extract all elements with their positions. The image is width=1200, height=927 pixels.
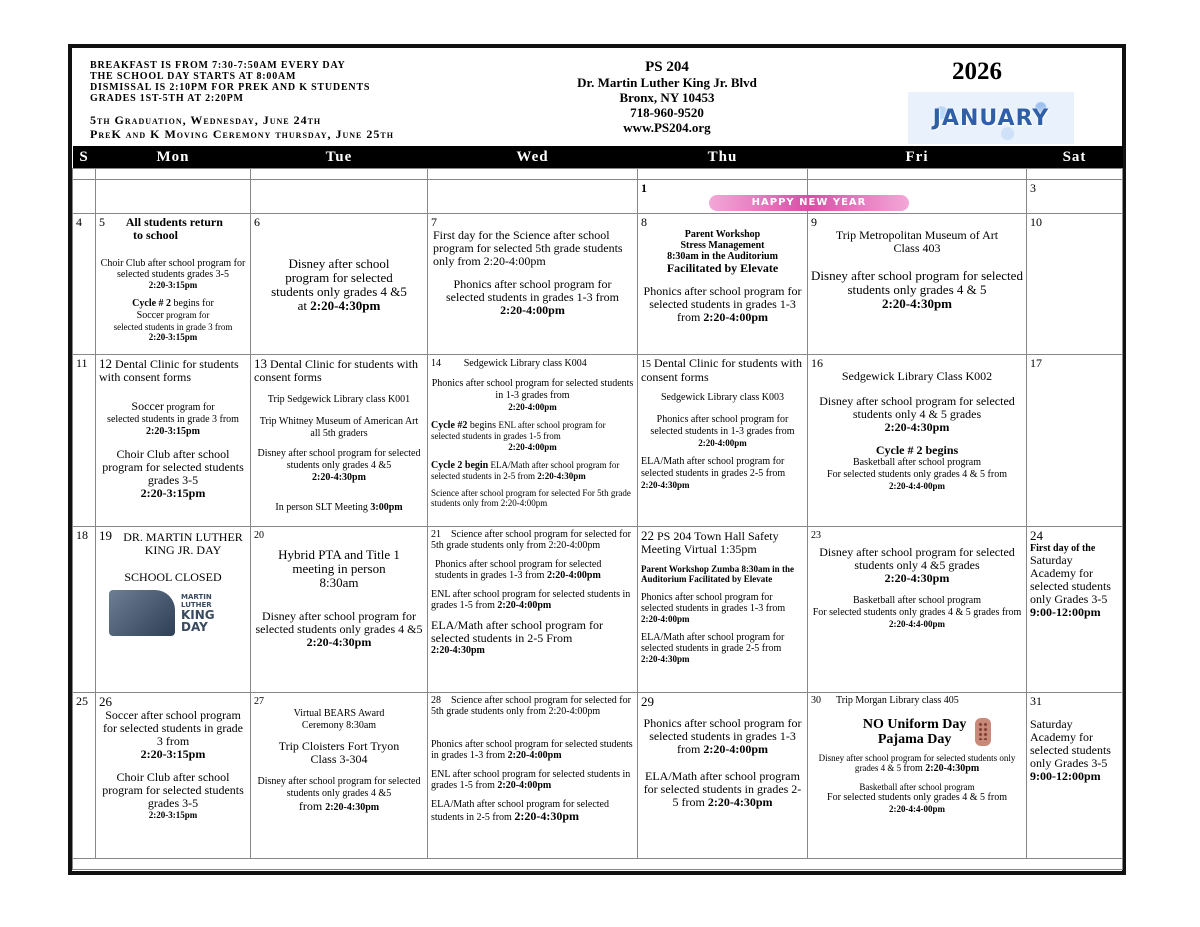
day-cell-8: 8 Parent Workshop Stress Management 8:30am in the Auditorium Facilitated by Elevate Phonics after school program for selected students in grades 1-3 from 2:20-4:00pm <box>638 214 808 355</box>
blank-row <box>73 859 1123 870</box>
notice-breakfast: BREAKFAST IS FROM 7:30-7:50AM EVERY DAY <box>90 60 346 71</box>
day-cell-20: 20 Hybrid PTA and Title 1 meeting in person 8:30am Disney after school program for selected students only grades 4 &5 2:20-4:30pm <box>251 527 428 693</box>
day-cell-13: 13 Dental Clinic for students with consent forms Trip Sedgewick Library class K001 Trip Whitney Museum of American Art all 5th graders Disney after school program for selected students only grades 4 &5 2:20-4:30pm In person SLT Meeting 3:00pm <box>251 355 428 527</box>
day-cell-17: 17 <box>1027 355 1123 527</box>
weekday-wed: Wed <box>428 146 638 169</box>
week-row-4 <box>73 527 1123 693</box>
calendar-sheet <box>68 44 1126 875</box>
day-cell-4: 4 <box>73 214 96 355</box>
mlk-day-logo: MARTIN LUTHER KING DAY <box>109 590 237 636</box>
event-graduation: 5th Graduation, Wednesday, June 24th <box>90 113 322 127</box>
school-info <box>562 60 772 135</box>
calendar-year: 2026 <box>952 58 1002 85</box>
week-row-2 <box>73 214 1123 355</box>
day-cell-15: 15 Dental Clinic for students with consent forms Sedgewick Library class K003 Phonics after school program for selected students in 1-3 grades from 2:20-4:00pm ELA/Math after school program for selected students in grades 2-5 from 2:20-4:30pm <box>638 355 808 527</box>
school-address2: Bronx, NY 10453 <box>619 90 715 105</box>
day-cell-5: 5 All students return to school Choir Club after school program for selected students grades 3-5 2:20-3:15pm Cycle # 2 begins for Soccer program for selected students in grade 3 from 2:20-3:15pm <box>96 214 251 355</box>
day-cell-24: 24 First day of the Saturday Academy for selected students only Grades 3-5 9:00-12:00pm <box>1027 527 1123 693</box>
calendar-grid <box>72 146 1123 870</box>
day-cell-31: 31 Saturday Academy for selected students only Grades 3-5 9:00-12:00pm <box>1027 693 1123 859</box>
month-banner-image <box>908 92 1074 144</box>
weekday-tue: Tue <box>251 146 428 169</box>
weekday-thu: Thu <box>638 146 808 169</box>
day-cell <box>96 180 251 214</box>
day-cell-11: 11 <box>73 355 96 527</box>
day-cell-3: 3 <box>1027 180 1123 214</box>
week-row-1 <box>73 180 1123 214</box>
day-cell-30: 30 Trip Morgan Library class 405 NO Uniform Day Pajama Day Disney after school program for selected students only grades 4 & 5 from 2:20-4:30pm Basketball after school program For selected students only grades 4 & 5 from 2:20-4:4-00pm <box>808 693 1027 859</box>
notice-start: THE SCHOOL DAY STARTS AT 8:00AM <box>90 71 297 82</box>
day-cell-7: 7 First day for the Science after school program for selected 5th grade students only from 2:20-4:00pm Phonics after school program for selected students in grades 1-3 from 2:20-4:00pm <box>428 214 638 355</box>
day-cell-6: 6 Disney after school program for selected students only grades 4 &5 at 2:20-4:30pm <box>251 214 428 355</box>
notice-dismissal: DISMISSAL IS 2:10PM FOR PREK AND K STUDENTS <box>90 82 371 93</box>
day-cell-23: 23 Disney after school program for selected students only 4 &5 grades 2:20-4:30pm Basketball after school program For selected students only grades 4 & 5 grades from 2:20-4:4-00pm <box>808 527 1027 693</box>
blank-row <box>73 169 1123 180</box>
day-cell-1: 1 HAPPY NEW YEAR <box>638 180 808 214</box>
day-cell-9: 9 Trip Metropolitan Museum of Art Class 403 Disney after school program for selected students only grades 4 & 5 2:20-4:30pm <box>808 214 1027 355</box>
day-cell <box>251 180 428 214</box>
school-phone: 718-960-9520 <box>630 105 704 120</box>
school-website: www.PS204.org <box>623 120 711 135</box>
day-cell-22: 22 PS 204 Town Hall Safety Meeting Virtual 1:35pm Parent Workshop Zumba 8:30am in the Auditorium Facilitated by Elevate Phonics after school program for selected students in grades 1-3 from 2:20-4:00pm ELA/Math after school program for selected students in grade 2-5 from 2:20-4:30pm <box>638 527 808 693</box>
day-cell-16: 16 Sedgewick Library Class K002 Disney after school program for selected students only 4 & 5 grades 2:20-4:30pm Cycle # 2 begins Basketball after school program For selected students only grades 4 & 5 from 2:20-4:4-00pm <box>808 355 1027 527</box>
weekday-header-row <box>73 146 1123 169</box>
day-cell-25: 25 <box>73 693 96 859</box>
school-name: PS 204 <box>645 59 689 75</box>
weekday-sun: S <box>73 146 96 169</box>
day-cell-14: 14 Sedgewick Library class K004 Phonics after school program for selected students in 1-3 grades from 2:20-4:00pm Cycle #2 begins ENL after school program for selected students in grades 1-5 from 2:20-4:00pm Cycle 2 begin ELA/Math after school program for selected students in 2-5 from 2:20-4:30pm Science after school program for selected For 5th grade students only from 2:20-4:00pm <box>428 355 638 527</box>
day-cell-27: 27 Virtual BEARS Award Ceremony 8:30am Trip Cloisters Fort Tryon Class 3-304 Disney after school program for selected students only grades 4 &5 from 2:20-4:30pm <box>251 693 428 859</box>
day-cell-21: 21 Science after school program for selected for 5th grade students only from 2:20-4:00pm Phonics after school program for selected students in grades 1-3 from 2:20-4:00pm ENL after school program for selected students in grades 1-5 from 2:20-4:00pm ELA/Math after school program for selected students in 2-5 From 2:20-4:30pm <box>428 527 638 693</box>
weekday-sat: Sat <box>1027 146 1123 169</box>
week-row-5 <box>73 693 1123 859</box>
school-address1: Dr. Martin Luther King Jr. Blvd <box>577 75 757 90</box>
mlk-portrait-icon <box>109 590 175 636</box>
notice-grades: GRADES 1ST-5TH AT 2:20PM <box>90 93 244 104</box>
day-cell <box>428 180 638 214</box>
day-cell-28: 28 Science after school program for selected for 5th grade students only from 2:20-4:00pm Phonics after school program for selected students in grades 1-3 from 2:20-4:00pm ENL after school program for selected students in grades 1-5 from 2:20-4:00pm ELA/Math after school program for selected students in 2-5 from 2:20-4:30pm <box>428 693 638 859</box>
day-cell-29: 29 Phonics after school program for selected students in grades 1-3 from 2:20-4:00pm ELA/Math after school program for selected students in grades 2-5 from 2:20-4:30pm <box>638 693 808 859</box>
day-cell-26: 26 Soccer after school program for selected students in grade 3 from 2:20-3:15pm Choir Club after school program for selected students grades 3-5 2:20-3:15pm <box>96 693 251 859</box>
day-cell-18: 18 <box>73 527 96 693</box>
day-cell <box>73 180 96 214</box>
day-cell-10: 10 <box>1027 214 1123 355</box>
happy-new-year-banner: HAPPY NEW YEAR <box>709 195 909 211</box>
weekday-fri: Fri <box>808 146 1027 169</box>
day-cell-19: 19 DR. MARTIN LUTHER KING JR. DAY SCHOOL CLOSED MARTIN LUTHER KING DAY <box>96 527 251 693</box>
pajama-icon <box>975 718 991 746</box>
weekday-mon: Mon <box>96 146 251 169</box>
day-cell-12: 12 Dental Clinic for students with consent forms Soccer program for selected students in grade 3 from 2:20-3:15pm Choir Club after school program for selected students grades 3-5 2:20-3:15pm <box>96 355 251 527</box>
event-moving-ceremony: PreK and K Moving Ceremony thursday, June 25th <box>90 127 394 141</box>
calendar-header <box>72 48 1122 146</box>
week-row-3 <box>73 355 1123 527</box>
month-name: JANUARY <box>932 105 1050 131</box>
school-notices <box>90 60 394 141</box>
